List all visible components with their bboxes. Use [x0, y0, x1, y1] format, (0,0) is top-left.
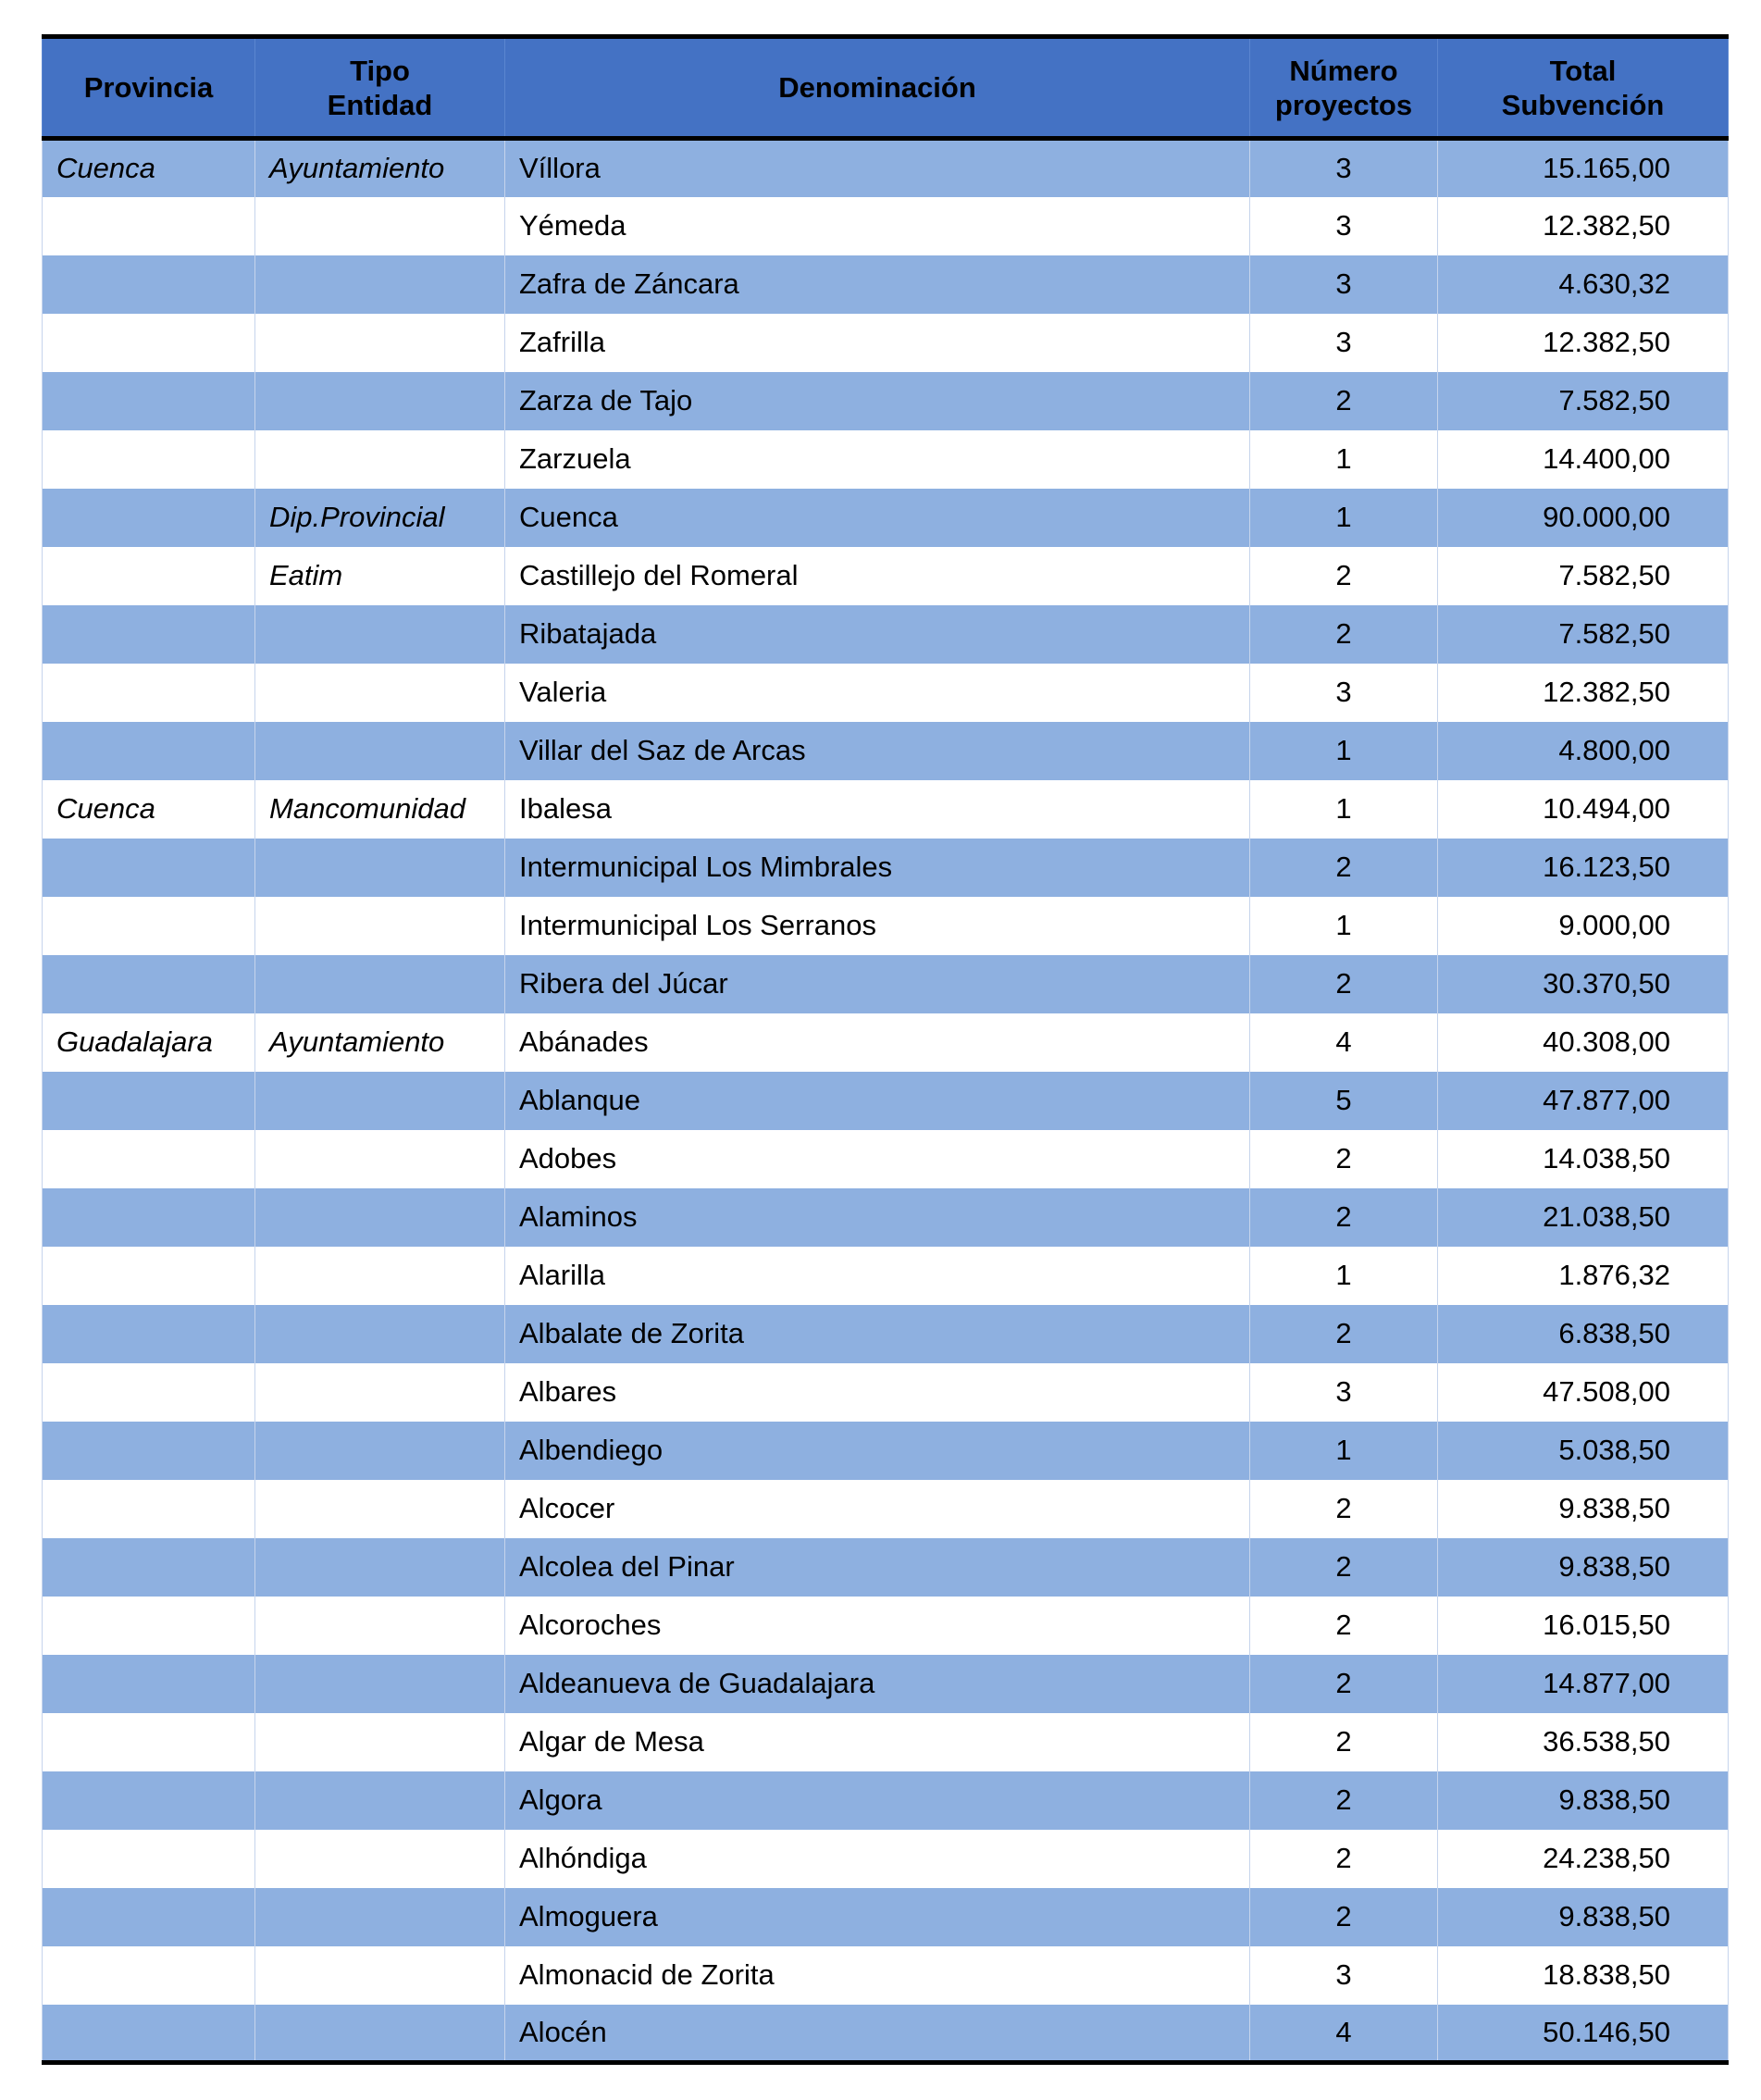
- cell-denominacion: Albalate de Zorita: [505, 1305, 1250, 1363]
- cell-numero-proyectos: 2: [1250, 547, 1438, 605]
- cell-total-subvencion: 7.582,50: [1438, 605, 1729, 664]
- cell-total-subvencion: 9.838,50: [1438, 1480, 1729, 1538]
- table-row: [43, 197, 1729, 255]
- cell-numero-proyectos: 1: [1250, 780, 1438, 839]
- cell-numero-proyectos: 4: [1250, 2005, 1438, 2063]
- cell-numero-proyectos: 2: [1250, 1480, 1438, 1538]
- table-row: [43, 314, 1729, 372]
- cell-numero-proyectos: 4: [1250, 1013, 1438, 1072]
- cell-provincia: [43, 664, 255, 722]
- cell-numero-proyectos: 2: [1250, 1305, 1438, 1363]
- cell-provincia: [43, 1655, 255, 1713]
- table-row: [43, 547, 1729, 605]
- cell-denominacion: Alcocer: [505, 1480, 1250, 1538]
- cell-tipo-entidad: [255, 722, 505, 780]
- cell-denominacion: Alarilla: [505, 1247, 1250, 1305]
- cell-provincia: [43, 1771, 255, 1830]
- cell-tipo-entidad: [255, 1130, 505, 1188]
- table-row: [43, 1771, 1729, 1830]
- table-row: [43, 1363, 1729, 1422]
- cell-numero-proyectos: 3: [1250, 1946, 1438, 2005]
- cell-numero-proyectos: 1: [1250, 1247, 1438, 1305]
- cell-provincia: [43, 1305, 255, 1363]
- header-tipo-label-line2: Entidad: [327, 88, 433, 121]
- header-tipo-entidad: [255, 37, 505, 139]
- cell-numero-proyectos: 5: [1250, 1072, 1438, 1130]
- cell-denominacion: Aldeanueva de Guadalajara: [505, 1655, 1250, 1713]
- cell-denominacion: Abánades: [505, 1013, 1250, 1072]
- cell-tipo-entidad: [255, 605, 505, 664]
- cell-tipo-entidad: [255, 1538, 505, 1597]
- cell-denominacion: Yémeda: [505, 197, 1250, 255]
- header-provincia: [43, 37, 255, 139]
- cell-provincia: [43, 1480, 255, 1538]
- cell-provincia: [43, 1363, 255, 1422]
- table-row: [43, 897, 1729, 955]
- cell-tipo-entidad: [255, 1830, 505, 1888]
- cell-tipo-entidad: [255, 430, 505, 489]
- table-row: [43, 1655, 1729, 1713]
- cell-denominacion: Alocén: [505, 2005, 1250, 2063]
- cell-total-subvencion: 9.000,00: [1438, 897, 1729, 955]
- cell-tipo-entidad: [255, 1771, 505, 1830]
- cell-provincia: [43, 547, 255, 605]
- cell-denominacion: Zafra de Záncara: [505, 255, 1250, 314]
- cell-tipo-entidad: [255, 1363, 505, 1422]
- cell-denominacion: Cuenca: [505, 489, 1250, 547]
- header-numero-label-line2: proyectos: [1274, 88, 1413, 121]
- cell-numero-proyectos: 2: [1250, 1771, 1438, 1830]
- cell-provincia: Guadalajara: [43, 1013, 255, 1072]
- cell-tipo-entidad: Eatim: [255, 547, 505, 605]
- cell-provincia: [43, 1130, 255, 1188]
- cell-total-subvencion: 47.877,00: [1438, 1072, 1729, 1130]
- cell-tipo-entidad: [255, 2005, 505, 2063]
- cell-total-subvencion: 21.038,50: [1438, 1188, 1729, 1247]
- table-row: [43, 139, 1729, 197]
- cell-provincia: [43, 897, 255, 955]
- table-row: [43, 2005, 1729, 2063]
- cell-total-subvencion: 90.000,00: [1438, 489, 1729, 547]
- cell-tipo-entidad: [255, 664, 505, 722]
- cell-denominacion: Ablanque: [505, 1072, 1250, 1130]
- cell-numero-proyectos: 3: [1250, 1363, 1438, 1422]
- cell-denominacion: Zarzuela: [505, 430, 1250, 489]
- cell-tipo-entidad: [255, 1713, 505, 1771]
- cell-provincia: [43, 1946, 255, 2005]
- table-row: [43, 1188, 1729, 1247]
- cell-total-subvencion: 14.877,00: [1438, 1655, 1729, 1713]
- cell-total-subvencion: 30.370,50: [1438, 955, 1729, 1013]
- cell-tipo-entidad: [255, 1422, 505, 1480]
- cell-provincia: [43, 1713, 255, 1771]
- cell-provincia: [43, 1538, 255, 1597]
- table-row: [43, 1013, 1729, 1072]
- header-row: [43, 37, 1729, 139]
- cell-provincia: Cuenca: [43, 139, 255, 197]
- cell-total-subvencion: 12.382,50: [1438, 197, 1729, 255]
- cell-denominacion: Ibalesa: [505, 780, 1250, 839]
- cell-total-subvencion: 16.123,50: [1438, 839, 1729, 897]
- cell-numero-proyectos: 2: [1250, 1130, 1438, 1188]
- table-row: [43, 1538, 1729, 1597]
- table-row: [43, 722, 1729, 780]
- table-row: [43, 372, 1729, 430]
- cell-provincia: [43, 1188, 255, 1247]
- cell-total-subvencion: 10.494,00: [1438, 780, 1729, 839]
- cell-total-subvencion: 9.838,50: [1438, 1888, 1729, 1946]
- cell-tipo-entidad: [255, 255, 505, 314]
- cell-provincia: [43, 2005, 255, 2063]
- cell-tipo-entidad: [255, 1072, 505, 1130]
- cell-numero-proyectos: 2: [1250, 1538, 1438, 1597]
- cell-numero-proyectos: 2: [1250, 1888, 1438, 1946]
- cell-provincia: [43, 314, 255, 372]
- cell-tipo-entidad: [255, 372, 505, 430]
- cell-provincia: [43, 955, 255, 1013]
- cell-tipo-entidad: [255, 897, 505, 955]
- cell-denominacion: Algar de Mesa: [505, 1713, 1250, 1771]
- cell-numero-proyectos: 3: [1250, 255, 1438, 314]
- cell-tipo-entidad: [255, 1888, 505, 1946]
- cell-denominacion: Zafrilla: [505, 314, 1250, 372]
- table-row: [43, 605, 1729, 664]
- table-header: [43, 37, 1729, 139]
- table-row: [43, 1130, 1729, 1188]
- cell-denominacion: Ribera del Júcar: [505, 955, 1250, 1013]
- cell-denominacion: Ribatajada: [505, 605, 1250, 664]
- cell-denominacion: Zarza de Tajo: [505, 372, 1250, 430]
- cell-tipo-entidad: [255, 1655, 505, 1713]
- cell-total-subvencion: 47.508,00: [1438, 1363, 1729, 1422]
- cell-numero-proyectos: 3: [1250, 139, 1438, 197]
- cell-total-subvencion: 36.538,50: [1438, 1713, 1729, 1771]
- cell-tipo-entidad: [255, 1247, 505, 1305]
- cell-provincia: [43, 1422, 255, 1480]
- cell-denominacion: Castillejo del Romeral: [505, 547, 1250, 605]
- cell-denominacion: Adobes: [505, 1130, 1250, 1188]
- table-row: [43, 1247, 1729, 1305]
- table-row: [43, 955, 1729, 1013]
- cell-total-subvencion: 16.015,50: [1438, 1597, 1729, 1655]
- cell-numero-proyectos: 1: [1250, 722, 1438, 780]
- cell-provincia: [43, 839, 255, 897]
- table-row: [43, 1946, 1729, 2005]
- cell-tipo-entidad: Dip.Provincial: [255, 489, 505, 547]
- cell-tipo-entidad: Mancomunidad: [255, 780, 505, 839]
- cell-denominacion: Intermunicipal Los Serranos: [505, 897, 1250, 955]
- cell-denominacion: Víllora: [505, 139, 1250, 197]
- cell-numero-proyectos: 2: [1250, 605, 1438, 664]
- cell-total-subvencion: 4.630,32: [1438, 255, 1729, 314]
- table-row: [43, 839, 1729, 897]
- cell-total-subvencion: 50.146,50: [1438, 2005, 1729, 2063]
- cell-provincia: [43, 430, 255, 489]
- cell-tipo-entidad: [255, 314, 505, 372]
- cell-numero-proyectos: 1: [1250, 430, 1438, 489]
- cell-provincia: [43, 255, 255, 314]
- header-tipo-label-line1: Tipo: [350, 54, 410, 87]
- cell-tipo-entidad: [255, 1946, 505, 2005]
- cell-total-subvencion: 15.165,00: [1438, 139, 1729, 197]
- cell-provincia: [43, 1072, 255, 1130]
- cell-total-subvencion: 9.838,50: [1438, 1538, 1729, 1597]
- table-row: [43, 1480, 1729, 1538]
- cell-numero-proyectos: 1: [1250, 897, 1438, 955]
- header-denominacion: [505, 37, 1250, 139]
- table-row: [43, 1713, 1729, 1771]
- table-row: [43, 1597, 1729, 1655]
- cell-numero-proyectos: 3: [1250, 314, 1438, 372]
- cell-total-subvencion: 12.382,50: [1438, 314, 1729, 372]
- cell-total-subvencion: 7.582,50: [1438, 372, 1729, 430]
- table-row: [43, 1072, 1729, 1130]
- table-row: [43, 1305, 1729, 1363]
- cell-tipo-entidad: Ayuntamiento: [255, 139, 505, 197]
- cell-provincia: [43, 722, 255, 780]
- table-row: [43, 664, 1729, 722]
- cell-numero-proyectos: 2: [1250, 1713, 1438, 1771]
- header-total-subvencion: [1438, 37, 1729, 139]
- table-row: [43, 430, 1729, 489]
- header-provincia-label: Provincia: [83, 71, 214, 104]
- cell-total-subvencion: 1.876,32: [1438, 1247, 1729, 1305]
- table-row: [43, 780, 1729, 839]
- cell-denominacion: Almonacid de Zorita: [505, 1946, 1250, 2005]
- cell-denominacion: Alcolea del Pinar: [505, 1538, 1250, 1597]
- header-numero-proyectos: [1250, 37, 1438, 139]
- cell-tipo-entidad: [255, 197, 505, 255]
- cell-numero-proyectos: 2: [1250, 1655, 1438, 1713]
- cell-tipo-entidad: Ayuntamiento: [255, 1013, 505, 1072]
- cell-numero-proyectos: 1: [1250, 1422, 1438, 1480]
- cell-provincia: [43, 1830, 255, 1888]
- table-body: [43, 139, 1729, 2063]
- cell-denominacion: Albares: [505, 1363, 1250, 1422]
- cell-provincia: [43, 489, 255, 547]
- cell-denominacion: Alhóndiga: [505, 1830, 1250, 1888]
- cell-numero-proyectos: 2: [1250, 1597, 1438, 1655]
- cell-total-subvencion: 5.038,50: [1438, 1422, 1729, 1480]
- header-denominacion-label: Denominación: [778, 71, 976, 104]
- table-row: [43, 1888, 1729, 1946]
- cell-numero-proyectos: 3: [1250, 197, 1438, 255]
- cell-provincia: [43, 1888, 255, 1946]
- cell-total-subvencion: 14.400,00: [1438, 430, 1729, 489]
- cell-provincia: [43, 1597, 255, 1655]
- subsidy-table: [42, 34, 1729, 2065]
- cell-denominacion: Intermunicipal Los Mimbrales: [505, 839, 1250, 897]
- cell-denominacion: Villar del Saz de Arcas: [505, 722, 1250, 780]
- cell-numero-proyectos: 2: [1250, 839, 1438, 897]
- cell-denominacion: Almoguera: [505, 1888, 1250, 1946]
- cell-denominacion: Alaminos: [505, 1188, 1250, 1247]
- cell-denominacion: Valeria: [505, 664, 1250, 722]
- cell-numero-proyectos: 1: [1250, 489, 1438, 547]
- cell-denominacion: Alcoroches: [505, 1597, 1250, 1655]
- cell-total-subvencion: 7.582,50: [1438, 547, 1729, 605]
- table-row: [43, 255, 1729, 314]
- table-row: [43, 1830, 1729, 1888]
- cell-denominacion: Algora: [505, 1771, 1250, 1830]
- cell-provincia: [43, 372, 255, 430]
- cell-numero-proyectos: 2: [1250, 955, 1438, 1013]
- cell-tipo-entidad: [255, 1188, 505, 1247]
- table-row: [43, 489, 1729, 547]
- header-total-label-line1: Total: [1549, 54, 1617, 87]
- cell-tipo-entidad: [255, 955, 505, 1013]
- cell-total-subvencion: 40.308,00: [1438, 1013, 1729, 1072]
- cell-provincia: [43, 605, 255, 664]
- cell-tipo-entidad: [255, 1480, 505, 1538]
- cell-numero-proyectos: 2: [1250, 1188, 1438, 1247]
- cell-total-subvencion: 12.382,50: [1438, 664, 1729, 722]
- header-total-label-line2: Subvención: [1501, 88, 1665, 121]
- cell-denominacion: Albendiego: [505, 1422, 1250, 1480]
- cell-numero-proyectos: 2: [1250, 372, 1438, 430]
- cell-tipo-entidad: [255, 1305, 505, 1363]
- table-row: [43, 1422, 1729, 1480]
- cell-total-subvencion: 18.838,50: [1438, 1946, 1729, 2005]
- cell-provincia: [43, 197, 255, 255]
- cell-tipo-entidad: [255, 839, 505, 897]
- cell-total-subvencion: 9.838,50: [1438, 1771, 1729, 1830]
- header-numero-label-line1: Número: [1289, 54, 1398, 87]
- cell-tipo-entidad: [255, 1597, 505, 1655]
- cell-provincia: Cuenca: [43, 780, 255, 839]
- cell-provincia: [43, 1247, 255, 1305]
- cell-numero-proyectos: 2: [1250, 1830, 1438, 1888]
- cell-numero-proyectos: 3: [1250, 664, 1438, 722]
- cell-total-subvencion: 6.838,50: [1438, 1305, 1729, 1363]
- cell-total-subvencion: 24.238,50: [1438, 1830, 1729, 1888]
- cell-total-subvencion: 4.800,00: [1438, 722, 1729, 780]
- cell-total-subvencion: 14.038,50: [1438, 1130, 1729, 1188]
